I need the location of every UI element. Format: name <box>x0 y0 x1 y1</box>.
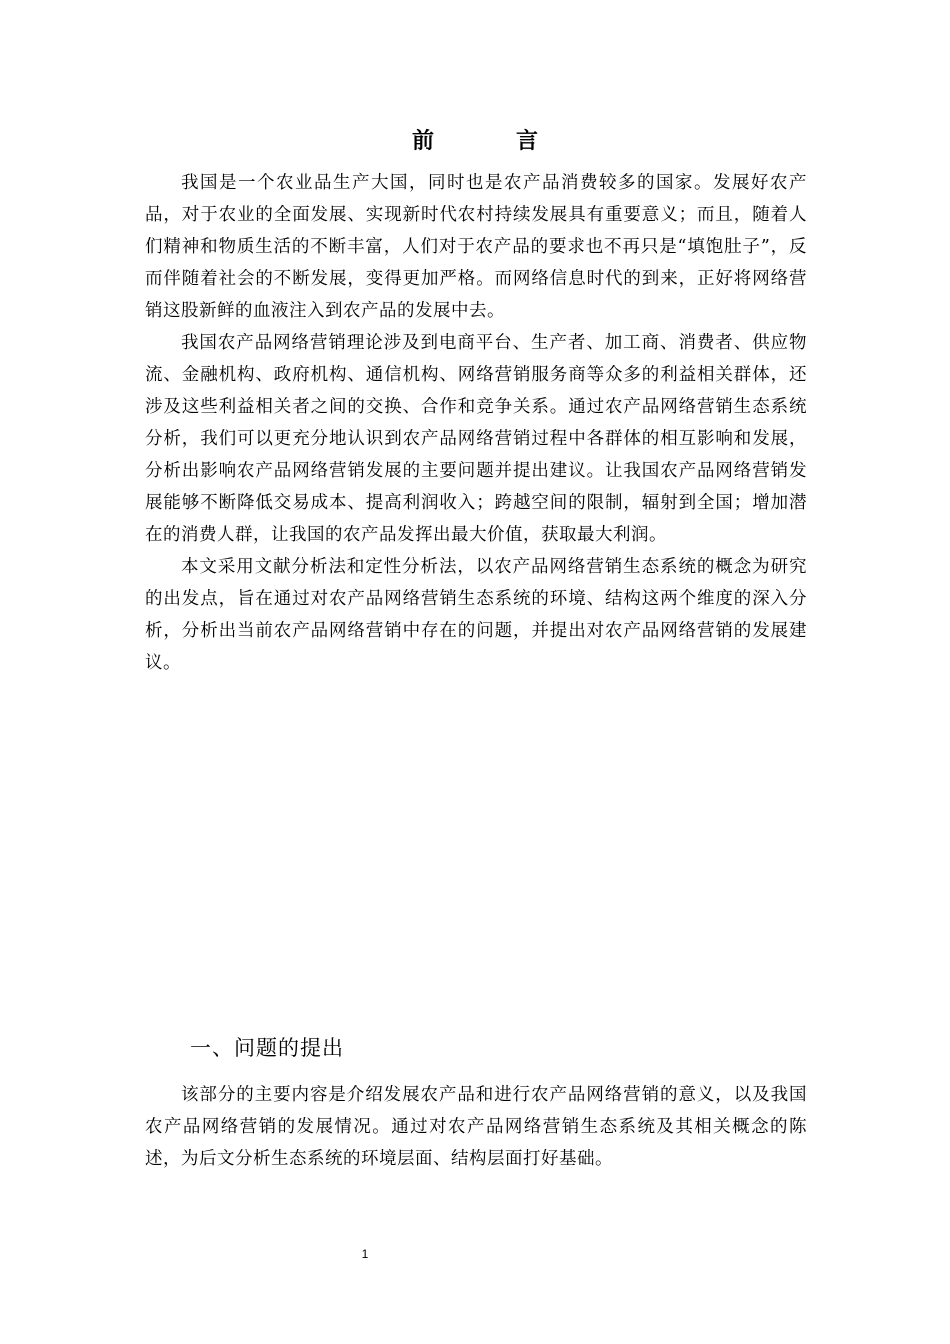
section-body <box>145 1079 807 1175</box>
preface-paragraph-1: 我国是一个农业品生产大国，同时也是农产品消费较多的国家。发展好农产品，对于农业的全面发展、实现新时代农村持续发展具有重要意义；而且，随着人们精神和物质生活的不断丰富，人们对于农产品的要求也不再只是“填饱肚子”，反而伴随着社会的不断发展，变得更加严格。而网络信息时代的到来，正好将网络营销这股新鲜的血液注入到农产品的发展中去。 <box>145 173 807 321</box>
section-paragraph-1: 该部分的主要内容是介绍发展农产品和进行农产品网络营销的意义，以及我国农产品网络营销的发展情况。通过对农产品网络营销生态系统及其相关概念的陈述，为后文分析生态系统的环境层面、结构层面打好基础。 <box>145 1085 807 1169</box>
page-number: 1 <box>361 1247 369 1261</box>
preface-paragraph-3: 本文采用文献分析法和定性分析法，以农产品网络营销生态系统的概念为研究的出发点，旨在通过对农产品网络营销生态系统的环境、结构这两个维度的深入分析，分析出当前农产品网络营销中存在的问题，并提出对农产品网络营销的发展建议。 <box>145 557 807 673</box>
section-heading: 一、问题的提出 <box>190 1036 344 1060</box>
preface-body <box>145 167 807 679</box>
preface-title: 前 言 <box>411 129 568 154</box>
preface-paragraph-2: 我国农产品网络营销理论涉及到电商平台、生产者、加工商、消费者、供应物流、金融机构、政府机构、通信机构、网络营销服务商等众多的利益相关群体，还涉及这些利益相关者之间的交换、合作和竞争关系。通过农产品网络营销生态系统分析，我们可以更充分地认识到农产品网络营销过程中各群体的相互影响和发展，分析出影响农产品网络营销发展的主要问题并提出建议。让我国农产品网络营销发展能够不断降低交易成本、提高利润收入；跨越空间的限制，辐射到全国；增加潜在的消费人群，让我国的农产品发挥出最大价值，获取最大利润。 <box>145 333 807 545</box>
